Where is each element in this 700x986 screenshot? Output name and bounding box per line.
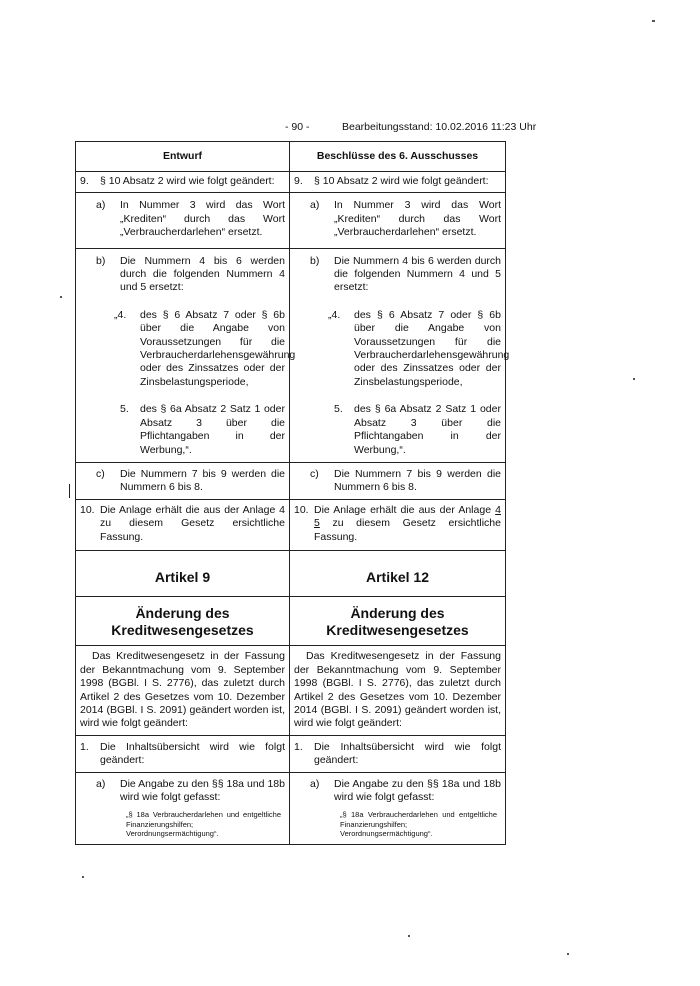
sub-text: Die Nummern 4 bis 6 werden durch die folgenden Nummern 4 und 5 ersetzt: <box>334 254 501 294</box>
scan-speck <box>408 935 410 937</box>
amended-number: 4 5 <box>314 503 501 530</box>
scan-speck <box>82 876 84 878</box>
article-heading: Änderung des Kreditwesengesetzes <box>326 605 469 639</box>
column-header-draft: Entwurf <box>76 142 290 172</box>
sub-text: Die Nummern 7 bis 9 werden die Nummern 6 bis 8. <box>334 467 501 494</box>
sub-text: Die Nummern 7 bis 9 werden die Nummern 6 bis 8. <box>120 467 285 494</box>
article-title: Artikel 12 <box>365 568 430 585</box>
sub-text: Die Nummern 4 bis 6 werden durch die folgenden Nummern 4 und 5 ersetzt: <box>120 254 285 294</box>
quote-small: „§ 18a Verbraucherdarlehen und entgeltliche Finanzierungshilfen; Verordnungsermächtigung“. <box>126 810 281 839</box>
intro-text: Das Kreditwesengesetz in der Fassung der Bekanntmachung vom 9. September 1998 (BGBl. I S. 2776), das zuletzt durch Artikel 2 des Gesetzes vom 10. Dezember 2014 (BGBl. I S. 2091) geändert worden ist, wird wie folgt geändert: <box>294 650 501 730</box>
sub-label: b) <box>96 254 106 267</box>
quote-label: 5. <box>120 403 129 416</box>
item-number: 1. <box>294 740 303 753</box>
item-text: Die Inhaltsübersicht wird wie folgt geändert: <box>100 740 285 767</box>
sub-text: In Nummer 3 wird das Wort „Krediten“ durch das Wort „Verbraucherdarlehen“ ersetzt. <box>334 199 501 239</box>
sub-label: c) <box>310 467 319 480</box>
quote-small: „§ 18a Verbraucherdarlehen und entgeltliche Finanzierungshilfen; Verordnungsermächtigung“. <box>340 810 497 839</box>
item-number: 10. <box>294 503 309 516</box>
table-row <box>76 172 506 193</box>
table-row <box>76 248 506 299</box>
sub-text: In Nummer 3 wird das Wort „Krediten“ durch das Wort „Verbraucherdarlehen“ ersetzt. <box>120 199 285 239</box>
quote-label: 5. <box>334 403 343 416</box>
table-row <box>76 499 506 550</box>
scan-speck <box>633 378 635 380</box>
change-bar <box>69 484 70 498</box>
item-number: 10. <box>80 503 95 516</box>
column-header-committee: Beschlüsse des 6. Ausschusses <box>290 142 506 172</box>
item-number: 9. <box>80 175 89 187</box>
item-number: 1. <box>80 740 89 753</box>
quote-label: „4. <box>328 308 341 321</box>
quote-text: des § 6 Absatz 7 oder § 6b über die Angabe von Voraussetzungen für die Verbraucherdarlehensgewährung oder des Zinssatzes oder der Zinsbelastungsperiode, <box>140 308 296 388</box>
table-row <box>76 735 506 772</box>
table-row <box>76 299 506 397</box>
quote-text: des § 6 Absatz 7 oder § 6b über die Angabe von Voraussetzungen für die Verbraucherdarlehensgewährung oder des Zinssatzes oder der Zinsbelastungsperiode, <box>354 308 510 388</box>
table-row <box>76 597 506 646</box>
article-title: Artikel 9 <box>154 568 211 585</box>
edit-status: Bearbeitungsstand: 10.02.2016 11:23 Uhr <box>342 121 537 133</box>
table-row <box>76 462 506 499</box>
sub-text: Die Angabe zu den §§ 18a und 18b wird wie folgt gefasst: <box>120 777 285 803</box>
item-text: § 10 Absatz 2 wird wie folgt geändert: <box>314 175 489 187</box>
sub-label: a) <box>310 199 320 212</box>
table-row <box>76 772 506 807</box>
sub-label: c) <box>96 467 105 480</box>
table-row <box>76 397 506 462</box>
item-text: Die Anlage erhält die aus der Anlage 4 zu diesem Gesetz ersichtliche Fassung. <box>100 503 285 543</box>
page-number: - 90 - <box>285 121 310 133</box>
article-heading: Änderung des Kreditwesengesetzes <box>111 605 254 639</box>
sub-label: a) <box>310 777 320 790</box>
quote-text: des § 6a Absatz 2 Satz 1 oder Absatz 3 über die Pflichtangaben in der Werbung,“. <box>140 403 285 456</box>
intro-text: Das Kreditwesengesetz in der Fassung der Bekanntmachung vom 9. September 1998 (BGBl. I S. 2776), das zuletzt durch Artikel 2 des Gesetzes vom 10. Dezember 2014 (BGBl. I S. 2091) geändert worden ist, wird wie folgt geändert: <box>80 650 285 730</box>
scan-speck <box>60 296 62 298</box>
table-row <box>76 807 506 844</box>
quote-label: „4. <box>114 308 127 321</box>
item-text: § 10 Absatz 2 wird wie folgt geändert: <box>100 175 275 187</box>
quote-text: des § 6a Absatz 2 Satz 1 oder Absatz 3 über die Pflichtangaben in der Werbung,“. <box>354 403 501 456</box>
scan-speck <box>567 953 569 955</box>
item-number: 9. <box>294 175 303 187</box>
item-text: Die Inhaltsübersicht wird wie folgt geändert: <box>314 740 501 767</box>
sub-label: a) <box>96 777 106 790</box>
table-row <box>76 646 506 735</box>
scan-speck <box>652 20 655 22</box>
sub-label: b) <box>310 254 320 267</box>
sub-text: Die Angabe zu den §§ 18a und 18b wird wie folgt gefasst: <box>334 777 501 803</box>
comparison-table <box>75 141 510 845</box>
item-text: Die Anlage erhält die aus der Anlage 4 5 zu diesem Gesetz ersichtliche Fassung. <box>314 503 501 543</box>
table-header-row <box>76 142 506 172</box>
table-row <box>76 550 506 596</box>
table-row <box>76 193 506 248</box>
sub-label: a) <box>96 199 106 212</box>
